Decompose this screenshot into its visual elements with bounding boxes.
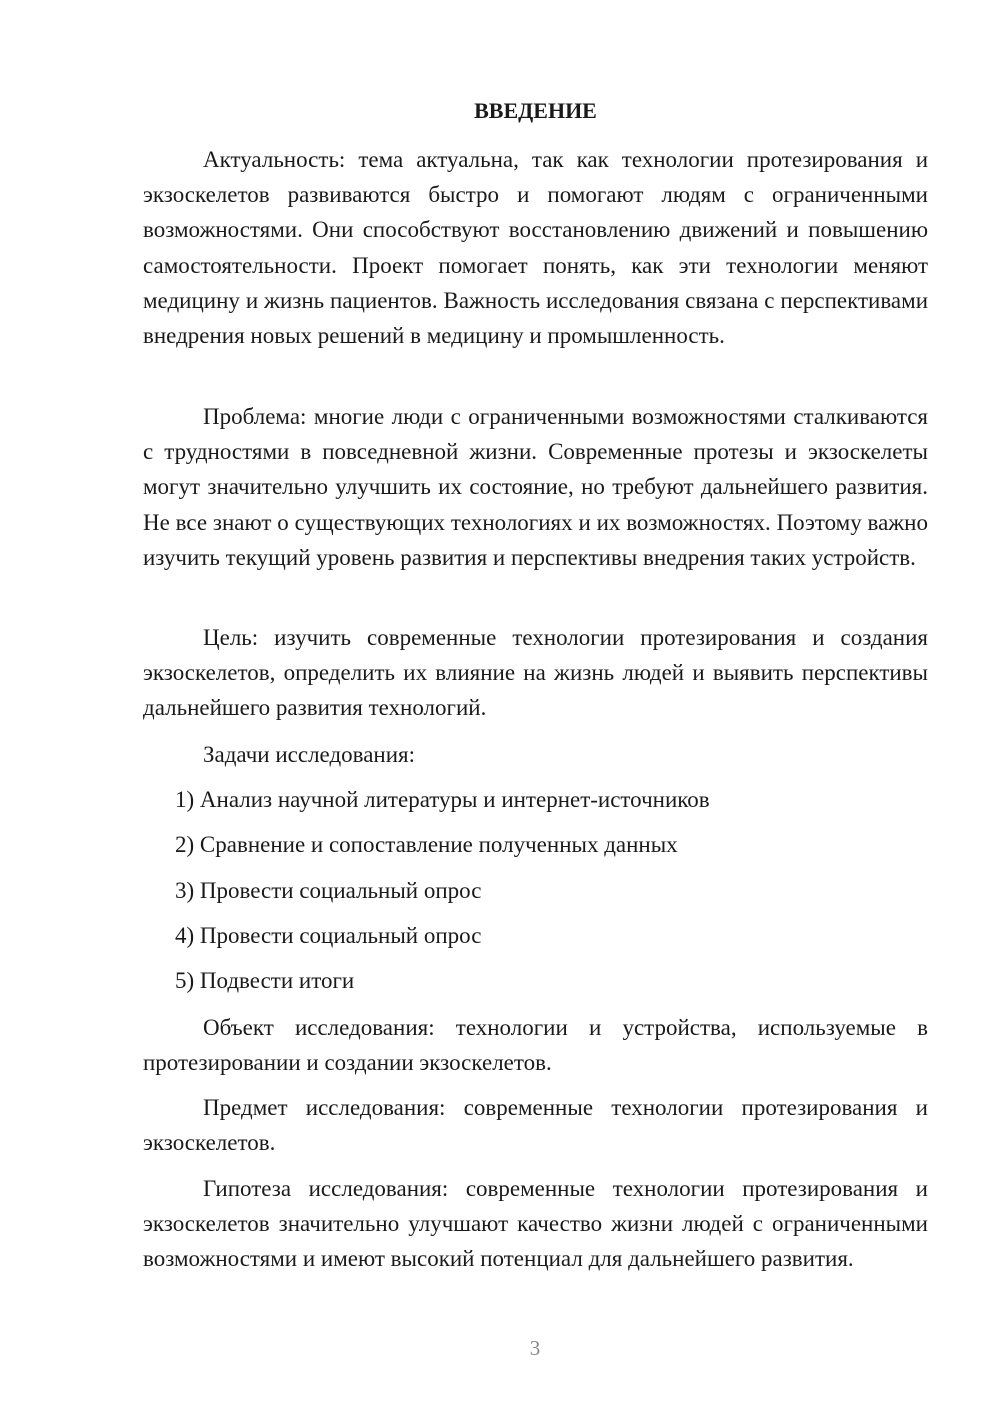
task-item-5: 5) Подвести итоги — [175, 968, 355, 993]
object-paragraph: Объект исследования: технологии и устройства, используемые в протезировании и создании экзоскелетов. — [143, 1015, 928, 1076]
subject-paragraph: Предмет исследования: современные технологии протезирования и экзоскелетов. — [143, 1095, 928, 1156]
task-item-3: 3) Провести социальный опрос — [175, 878, 482, 903]
page-number: 3 — [529, 1336, 541, 1360]
section-title: ВВЕДЕНИЕ — [474, 98, 597, 123]
goal-paragraph: Цель: изучить современные технологии протезирования и создания экзоскелетов, определить их влияние на жизнь людей и выявить перспективы дальнейшего развития технологий. — [143, 625, 928, 721]
hypothesis-paragraph: Гипотеза исследования: современные технологии протезирования и экзоскелетов значительно улучшают качество жизни людей с ограниченными возможностями и имеют высокий потенциал для дальнейшего развития. — [143, 1176, 928, 1272]
tasks-heading: Задачи исследования: — [203, 742, 416, 767]
relevance-paragraph: Актуальность: тема актуальна, так как технологии протезирования и экзоскелетов развиваются быстро и помогают людям с ограниченными возможностями. Они способствуют восстановлению движений и повышению самостоятельности. Проект помогает понять, как эти технологии меняют медицину и жизнь пациентов. Важность исследования связана с перспективами внедрения новых решений в медицину и промышленность. — [143, 147, 928, 349]
task-item-2: 2) Сравнение и сопоставление полученных данных — [175, 832, 678, 857]
task-item-1: 1) Анализ научной литературы и интернет-источников — [175, 787, 710, 812]
task-item-4: 4) Провести социальный опрос — [175, 923, 482, 948]
problem-paragraph: Проблема: многие люди с ограниченными возможностями сталкиваются с трудностями в повседневной жизни. Современные протезы и экзоскелеты могут значительно улучшить их состояние, но требуют дальнейшего развития. Не все знают о существующих технологиях и их возможностях. Поэтому важно изучить текущий уровень развития и перспективы внедрения таких устройств. — [143, 404, 928, 570]
